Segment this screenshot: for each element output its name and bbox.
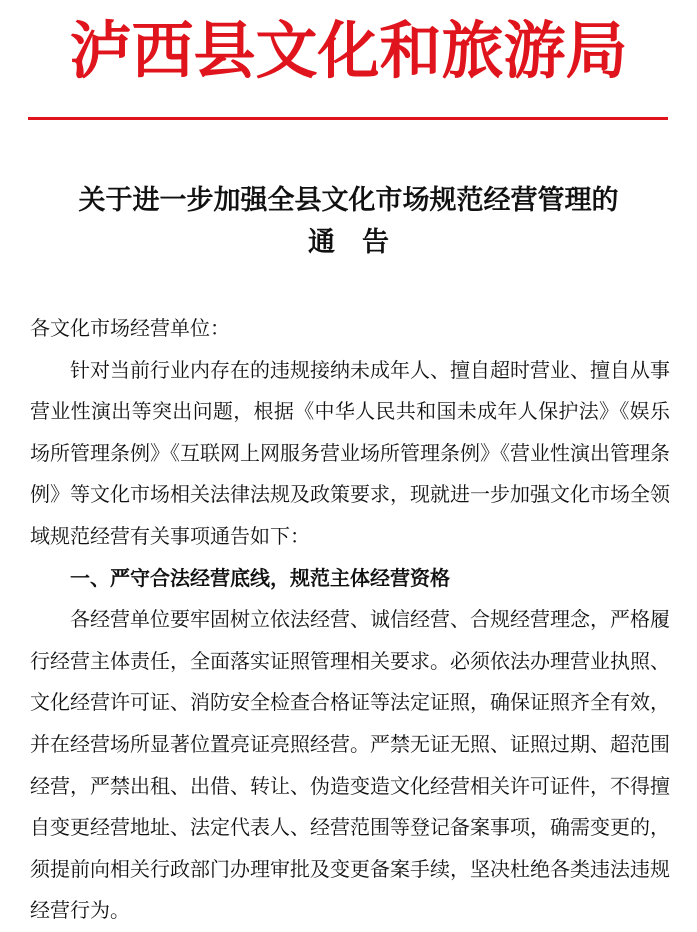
notice-title-line-2: 通 告 — [308, 227, 389, 258]
intro-paragraph: 针对当前行业内存在的违规接纳未成年人、擅自超时营业、擅自从事营业性演出等突出问题，根据《中华人民共和国未成年人保护法》《娱乐场所管理条例》《互联网上网服务营业场所管理条例》《营业性演出管理条例》等文化市场相关法律法规及政策要求，现就进一步加强文化市场全领域规范经营有关事项通告如下： — [30, 357, 670, 548]
issuing-authority-header: 泸西县文化和旅游局 — [69, 14, 628, 87]
section-1-paragraph: 各经营单位要牢固树立依法经营、诚信经营、合规经营理念，严格履行经营主体责任，全面落实证照管理相关要求。必须依法办理营业执照、文化经营许可证、消防安全检查合格证等法定证照，确保证照齐全有效，并在经营场所显著位置亮证亮照经营。严禁无证无照、证照过期、超范围经营，严禁出租、出借、转让、伪造变造文化经营相关许可证件，不得擅自变更经营地址、法定代表人、经营范围等登记备案事项，确需变更的，须提前向相关行政部门办理审批及变更备案手续，坚决杜绝各类违法违规经营行为。 — [30, 607, 670, 923]
notice-title-line-1: 关于进一步加强全县文化市场规范经营管理的 — [78, 185, 619, 216]
notice-body — [30, 308, 670, 932]
salutation: 各文化市场经营单位： — [30, 316, 230, 340]
header-red-rule — [28, 117, 668, 120]
section-1-heading: 一、严守合法经营底线，规范主体经营资格 — [70, 565, 450, 590]
